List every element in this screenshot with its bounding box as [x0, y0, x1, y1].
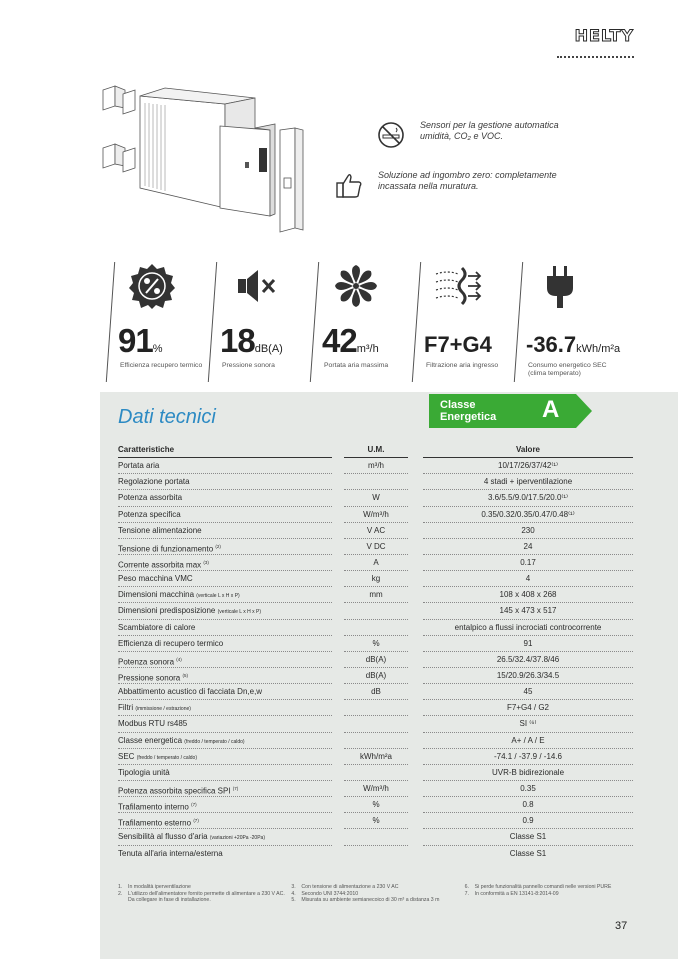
thumbs-up-icon [334, 170, 364, 200]
table-row [118, 716, 633, 732]
row-unit: dB(A) [344, 652, 408, 668]
row-unit: % [344, 797, 408, 813]
row-name: Tipologia unità [118, 765, 332, 781]
stat-filtration-value: F7+G4 [424, 332, 492, 357]
row-unit: kg [344, 571, 408, 587]
stat-efficiency-label: Efficienza recupero termico [120, 362, 203, 369]
table-row [118, 829, 633, 845]
footnotes-col-2 [291, 884, 464, 904]
row-unit: V DC [344, 539, 408, 555]
stat-energy-consumption-label: Consumo energetico SEC (clima temperato) [528, 362, 607, 377]
table-row [118, 813, 633, 829]
row-value: Classe S1 [423, 829, 633, 845]
row-unit [344, 474, 408, 490]
row-name: Trafilamento interno $^{(7)}$ [118, 797, 332, 813]
stat-energy-consumption-value: -36.7kWh/m²a [526, 332, 621, 357]
table-row [118, 700, 633, 716]
table-row [118, 733, 633, 749]
row-name: Potenza assorbita [118, 490, 332, 506]
footnote: 4. Secondo UNI 3744:2010 [291, 890, 359, 897]
feature-zero-footprint-text: Soluzione ad ingombro zero: completamente incassata nella muratura. [378, 170, 557, 191]
stat-filtration-label: Filtrazione aria ingresso [426, 362, 499, 369]
stat-efficiency-value: 91% [118, 322, 163, 359]
row-name: Potenza specifica [118, 507, 332, 523]
stat-airflow [314, 262, 414, 382]
row-unit: mm [344, 587, 408, 603]
footnotes [118, 884, 638, 904]
row-unit [344, 829, 408, 845]
row-value: 0.17 [423, 555, 633, 571]
row-value: 45 [423, 684, 633, 700]
footnotes-col-3 [465, 884, 638, 904]
row-unit [344, 733, 408, 749]
table-row [118, 684, 633, 700]
row-name: Regolazione portata [118, 474, 332, 490]
table-row [118, 474, 633, 490]
row-name: Efficienza di recupero termico [118, 636, 332, 652]
table-row [118, 555, 633, 571]
table-row [118, 797, 633, 813]
row-value: 0.35/0.32/0.35/0.47/0.48⁽¹⁾ [423, 507, 633, 523]
table-row [118, 652, 633, 668]
row-value: Classe S1 [509, 848, 547, 858]
row-unit: m³/h [344, 458, 408, 474]
speaker-mute-icon [230, 262, 278, 310]
row-value: UVR-B bidirezionale [423, 765, 633, 781]
row-value: 4 stadi + iperventilazione [423, 474, 633, 490]
row-unit: kWh/m²a [344, 749, 408, 765]
page-number: 37 [615, 920, 628, 932]
footnote: 2. L'utilizzo dell'alimentatore fornito permette di alimentare a 230 V AC. Da collegare in fase di installazione. [118, 890, 285, 903]
stat-airflow-value: 42m³/h [322, 322, 379, 359]
row-name: Tenuta all'aria interna/esterna [118, 848, 223, 858]
fan-icon [332, 262, 380, 310]
stat-airflow-label: Portata aria massima [324, 362, 389, 369]
row-name: SEC (freddo / temperato / caldo) [118, 749, 332, 765]
row-value: 10/17/26/37/42⁽¹⁾ [423, 458, 633, 474]
row-name: Tensione di funzionamento $^{(2)}$ [118, 539, 332, 555]
footnote: 6. Si perde funzionalità pannello comandi nelle versioni PURE [464, 884, 612, 890]
row-unit [344, 620, 408, 636]
table-row [118, 539, 633, 555]
row-unit [344, 765, 408, 781]
row-value: 4 [423, 571, 633, 587]
row-unit: V AC [344, 523, 408, 539]
footnote: 1. In modalità iperventilazione [118, 884, 191, 890]
row-name: Tensione alimentazione [118, 523, 332, 539]
feature-sensors [334, 120, 574, 150]
product-illustration [95, 68, 325, 238]
row-unit: W [344, 490, 408, 506]
table-row [118, 636, 633, 652]
row-name: Peso macchina VMC [118, 571, 332, 587]
row-name: Dimensioni macchina (verticale L x H x P) [118, 587, 332, 603]
row-value: 24 [423, 539, 633, 555]
table-row [118, 490, 633, 506]
footnote: 5. Misurata su ambiente semianecoico di 30 m³ a distanza 3 m [291, 897, 440, 903]
row-value: 15/20.9/26.3/34.5 [423, 668, 633, 684]
row-unit: % [344, 813, 408, 829]
stat-sound-pressure-label: Pressione sonora [222, 362, 275, 369]
feature-zero-footprint [334, 170, 574, 200]
row-value: A+ / A / E [423, 733, 633, 749]
row-name: Potenza assorbita specifica SPI $^{(7)}$ [118, 781, 332, 797]
row-value: 0.9 [423, 813, 633, 829]
table-row [118, 603, 633, 619]
row-value: 0.8 [423, 797, 633, 813]
row-unit: % [344, 636, 408, 652]
footnotes-col-1 [118, 884, 291, 904]
table-row [118, 523, 633, 539]
row-unit [344, 846, 408, 862]
row-name: Pressione sonora $^{(5)}$ [118, 668, 332, 684]
row-name: Scambiatore di calore [118, 620, 332, 636]
header-unit: U.M. [344, 442, 408, 458]
row-value: SI ⁽⁶⁾ [423, 716, 633, 732]
plug-icon [536, 262, 584, 310]
row-name: Potenza sonora $^{(4)}$ [118, 652, 332, 668]
row-value: 3.6/5.5/9.0/17.5/20.0⁽¹⁾ [423, 490, 633, 506]
table-row [118, 846, 633, 862]
row-unit: W/m³/h [344, 781, 408, 797]
row-value: 91 [423, 636, 633, 652]
row-name: Abbattimento acustico di facciata Dn,e,w [118, 684, 332, 700]
stat-efficiency [110, 262, 210, 382]
table-row [118, 749, 633, 765]
row-name: Classe energetica (freddo / temperato / caldo) [118, 733, 332, 749]
stat-sound-pressure [212, 262, 312, 382]
header-characteristics: Caratteristiche [118, 442, 332, 458]
row-value: 108 x 408 x 268 [423, 587, 633, 603]
table-row [118, 507, 633, 523]
row-value: F7+G4 / G2 [423, 700, 633, 716]
row-value: 145 x 473 x 517 [423, 603, 633, 619]
table-row [118, 668, 633, 684]
footnote: 3. Con tensione di alimentazione a 230 V AC [291, 884, 399, 890]
table-row [118, 458, 633, 474]
brand-logo: HELTY [574, 26, 634, 45]
row-value: -74.1 / -37.9 / -14.6 [423, 749, 633, 765]
table-row [118, 765, 633, 781]
table-row [118, 587, 633, 603]
row-unit [344, 716, 408, 732]
row-name: Trafilamento esterno $^{(7)}$ [118, 813, 332, 829]
feature-sensors-text: Sensori per la gestione automatica umidità, CO₂ e VOC. [420, 120, 559, 141]
row-unit [344, 700, 408, 716]
row-name: Filtri (immissione / estrazione) [118, 700, 332, 716]
row-unit: W/m³/h [344, 507, 408, 523]
brand-divider [557, 56, 634, 58]
row-unit: dB [344, 684, 408, 700]
energy-class-label: Classe Energetica [440, 399, 497, 423]
header-value: Valore [423, 442, 633, 458]
row-value: entalpico a flussi incrociati controcorrente [423, 620, 633, 636]
row-name: Dimensioni predisposizione (verticale L x H x P) [118, 603, 332, 619]
row-unit [344, 603, 408, 619]
footnote: 7. In conformità a EN 13141-8:2014-09 [464, 890, 559, 897]
row-name: Portata aria [118, 458, 332, 474]
stat-separator [106, 262, 115, 382]
stat-sound-pressure-value: 18dB(A) [220, 322, 283, 359]
row-unit: A [344, 555, 408, 571]
table-row [118, 571, 633, 587]
row-name: Modbus RTU rs485 [118, 716, 332, 732]
no-smoking-sensor-icon [376, 120, 406, 150]
energy-class-badge [429, 394, 592, 428]
table-row [118, 620, 633, 636]
section-title: Dati tecnici [118, 406, 216, 428]
stat-energy-consumption [518, 262, 621, 382]
spec-table-header [118, 442, 633, 458]
table-row [118, 781, 633, 797]
row-value: 0.35 [423, 781, 633, 797]
energy-class-value: A [542, 396, 560, 423]
row-name: Corrente assorbita max $^{(3)}$ [118, 555, 332, 571]
percent-badge-icon [128, 262, 176, 310]
row-name: Sensibilità al flusso d'aria (variazioni +20Pa -20Pa) [118, 829, 332, 845]
stat-filtration [416, 262, 516, 382]
row-value: 26.5/32.4/37.8/46 [423, 652, 633, 668]
spec-table [118, 442, 633, 862]
airflow-filter-icon [434, 262, 482, 310]
row-value: 230 [423, 523, 633, 539]
row-unit: dB(A) [344, 668, 408, 684]
